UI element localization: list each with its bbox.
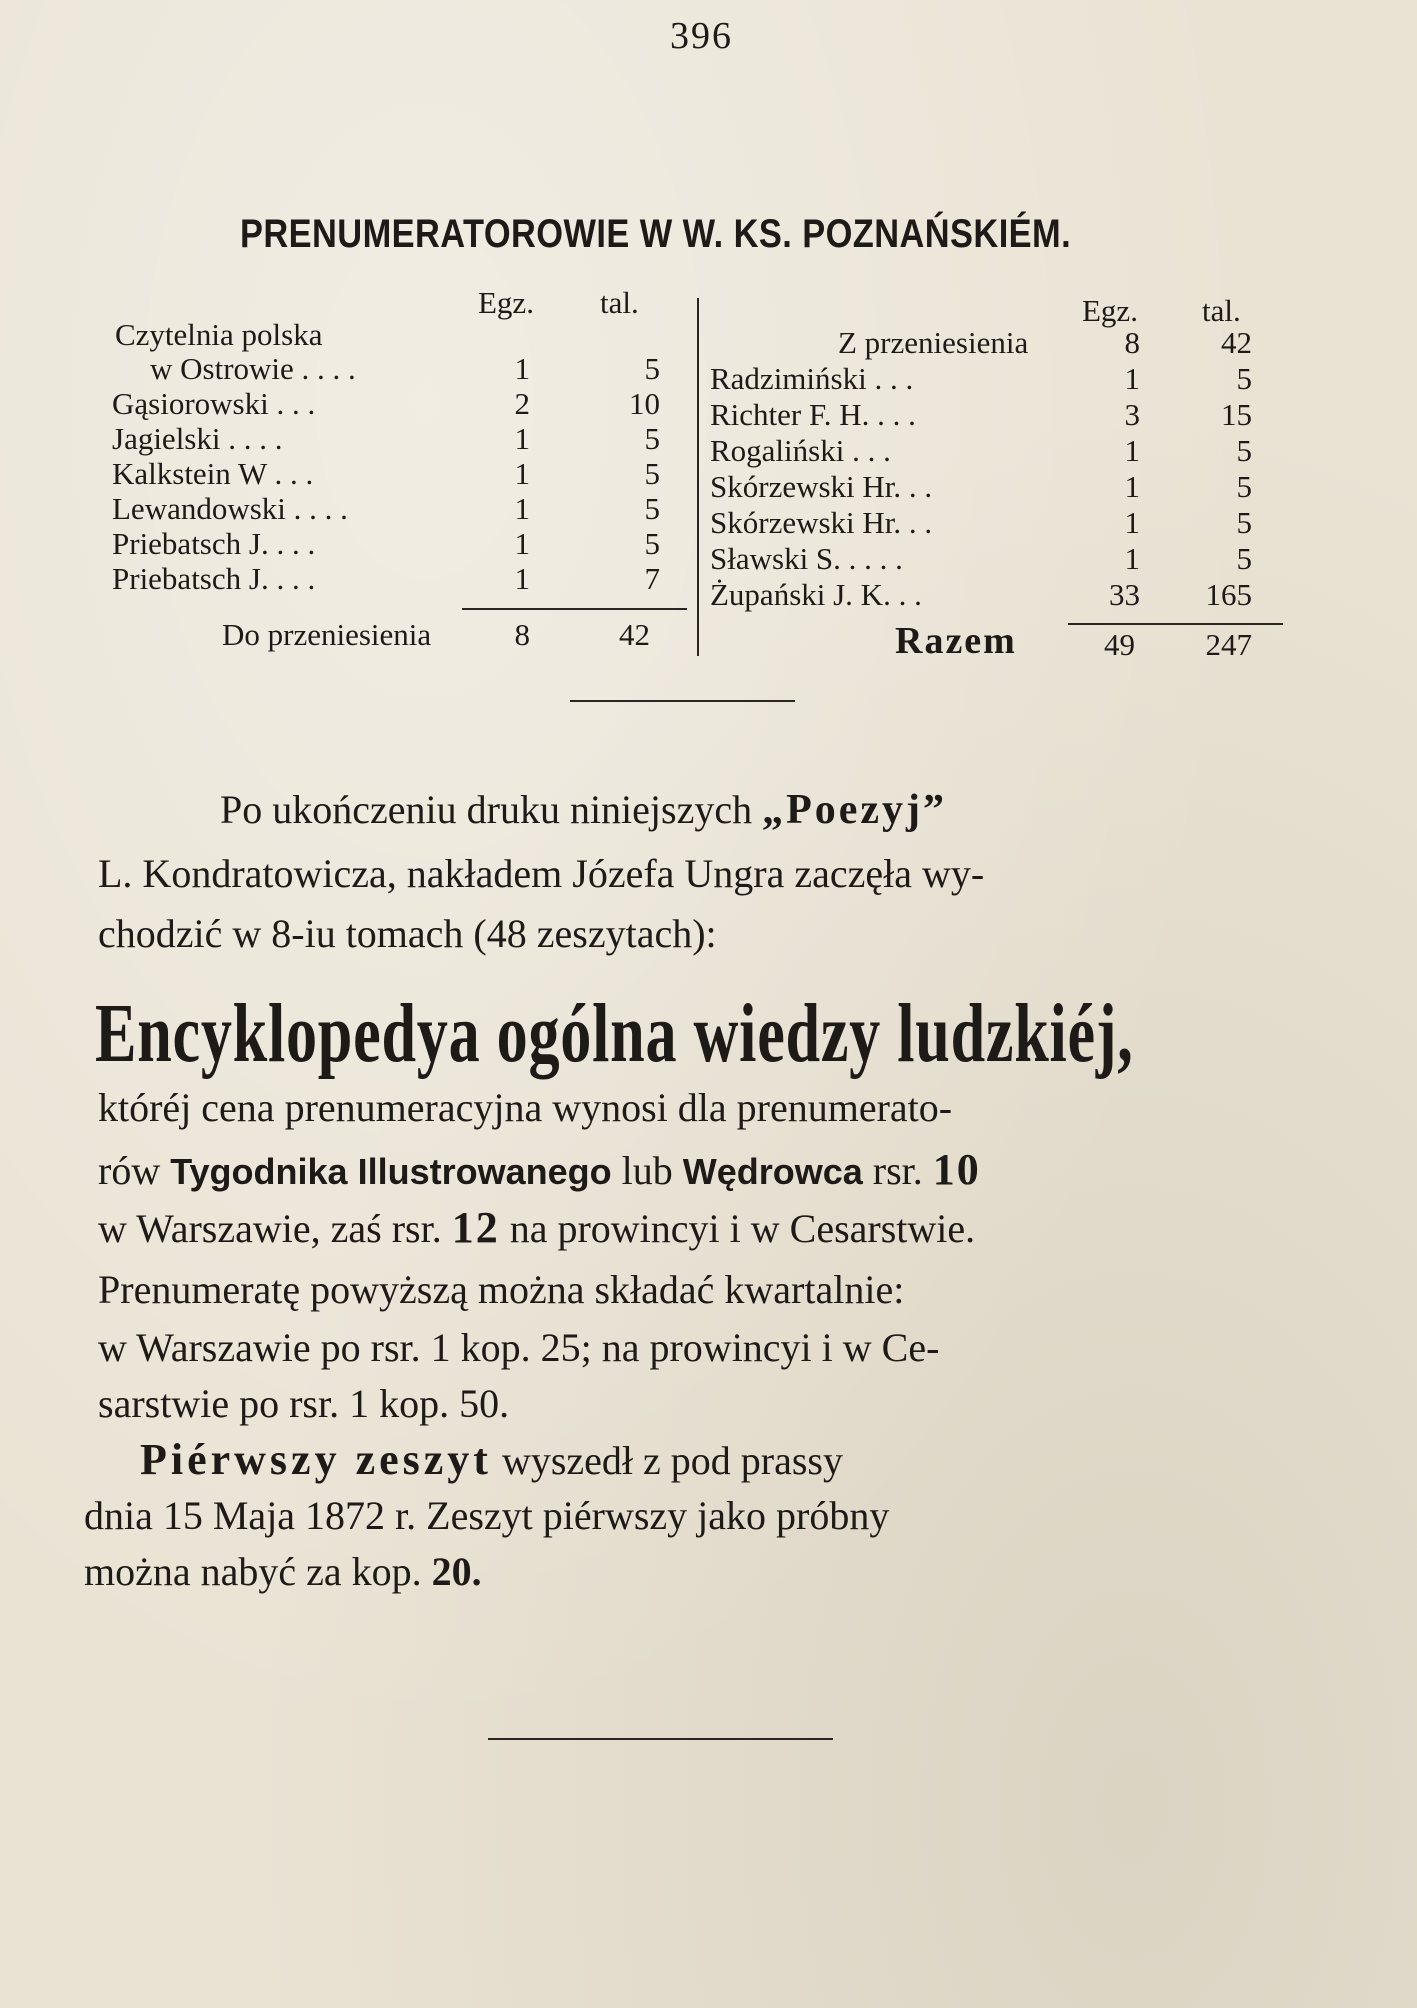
talers-amount: 5	[644, 491, 660, 526]
copies-count: 1	[514, 351, 530, 386]
talers-amount: 5	[644, 421, 660, 456]
notice-line: dnia 15 Maja 1872 r. Zeszyt piérwszy jako próbny	[84, 1493, 890, 1538]
copies-count: 33	[1109, 577, 1140, 612]
periodical-name: Wędrowca	[682, 1151, 863, 1192]
left-col-egz-header: Egz.	[478, 285, 534, 320]
notice-line: L. Kondratowicza, nakładem Józefa Ungra zaczęła wy-	[98, 851, 985, 896]
subscriber-name: Richter F. H. . . .	[710, 397, 916, 432]
text-fragment: na prowincyi i w Cesarstwie.	[499, 1206, 976, 1251]
notice-line	[140, 1432, 843, 1489]
subscriber-name: Sławski S. . . . .	[710, 541, 903, 576]
copies-count: 1	[514, 456, 530, 491]
section-divider-rule	[570, 700, 795, 702]
subscriber-name: Priebatsch J. . . .	[112, 561, 316, 596]
carried-label: Z przeniesienia	[838, 325, 1029, 360]
notice-line	[98, 1200, 975, 1257]
closing-rule	[488, 1738, 833, 1740]
talers-amount: 165	[1205, 577, 1252, 612]
text-fragment: lub	[611, 1148, 683, 1193]
sample-price: 20.	[431, 1549, 482, 1594]
talers-amount: 5	[644, 456, 660, 491]
periodical-name: Tygodnika Illustrowanego	[170, 1151, 612, 1192]
talers-amount: 5	[644, 351, 660, 386]
carry-talers: 42	[619, 617, 650, 652]
section-heading: PRENUMERATOROWIE W W. KS. POZNAŃSKIÉM.	[240, 212, 1072, 256]
copies-count: 1	[514, 421, 530, 456]
carry-label: Do przeniesienia	[222, 617, 432, 652]
text-fragment: wyszedł z pod prassy	[491, 1438, 843, 1483]
notice-line: sarstwie po rsr. 1 kop. 50.	[98, 1381, 510, 1426]
carry-copies: 8	[514, 617, 530, 652]
talers-amount: 5	[1236, 469, 1252, 504]
total-talers: 247	[1205, 627, 1252, 662]
talers-amount: 5	[1236, 505, 1252, 540]
column-divider	[697, 298, 699, 656]
copies-count: 1	[1124, 361, 1140, 396]
talers-amount: 7	[644, 561, 660, 596]
total-label: Razem	[895, 620, 1017, 662]
carried-talers: 42	[1221, 325, 1252, 360]
price-province: 12	[451, 1203, 500, 1252]
copies-count: 1	[1124, 433, 1140, 468]
subscriber-name: Skórzewski Hr. . .	[710, 469, 933, 504]
right-col-tal-header: tal.	[1202, 293, 1241, 328]
copies-count: 1	[1124, 469, 1140, 504]
talers-amount: 5	[644, 526, 660, 561]
right-col-egz-header: Egz.	[1082, 293, 1138, 328]
notice-line: chodzić w 8-iu tomach (48 zeszytach):	[98, 911, 717, 956]
carried-copies: 8	[1124, 325, 1140, 360]
subscriber-name: Radzimiński . . .	[710, 361, 914, 396]
text-fragment: rsr.	[862, 1148, 933, 1193]
subscriber-name: Rogaliński . . .	[710, 433, 891, 468]
copies-count: 2	[514, 386, 530, 421]
subscriber-name: Kalkstein W . . .	[112, 456, 314, 491]
first-issue-label: Piérwszy zeszyt	[140, 1435, 492, 1484]
talers-amount: 5	[1236, 361, 1252, 396]
text-fragment: w Warszawie, zaś rsr.	[98, 1206, 452, 1251]
subscriber-name: Żupański J. K. . .	[710, 577, 922, 612]
page-number: 396	[670, 15, 733, 57]
notice-line: Prenumeratę powyższą można składać kwartalnie:	[98, 1267, 905, 1312]
subscriber-name: Gąsiorowski . . .	[112, 386, 316, 421]
copies-count: 1	[514, 526, 530, 561]
talers-amount: 10	[629, 386, 660, 421]
notice-line	[84, 1544, 482, 1600]
price-warsaw: 10	[932, 1145, 981, 1194]
subscriber-name: Lewandowski . . . .	[112, 491, 348, 526]
talers-amount: 5	[1236, 541, 1252, 576]
subscriber-name: Priebatsch J. . . .	[112, 526, 316, 561]
copies-count: 1	[514, 491, 530, 526]
total-copies: 49	[1104, 627, 1135, 662]
copies-count: 1	[1124, 541, 1140, 576]
poetry-title: „Poezyj”	[762, 787, 948, 833]
text-fragment: można nabyć za kop.	[84, 1549, 432, 1594]
notice-line	[220, 782, 947, 838]
left-group-label: Czytelnia polska	[115, 317, 323, 352]
talers-amount: 5	[1236, 433, 1252, 468]
copies-count: 1	[514, 561, 530, 596]
right-total-rule	[1068, 623, 1283, 625]
copies-count: 3	[1124, 397, 1140, 432]
subscriber-name: Jagielski . . . .	[112, 421, 283, 456]
notice-intro: Po ukończeniu druku niniejszych	[220, 787, 763, 832]
left-subtotal-rule	[462, 608, 687, 610]
notice-line: w Warszawie po rsr. 1 kop. 25; na prowincyi i w Ce-	[98, 1325, 940, 1370]
talers-amount: 15	[1221, 397, 1252, 432]
subscriber-name: Skórzewski Hr. . .	[710, 505, 933, 540]
notice-line: któréj cena prenumeracyjna wynosi dla prenumerato-	[98, 1085, 953, 1130]
text-fragment: rów	[98, 1148, 171, 1193]
encyclopedia-title: Encyklopedya ogólna wiedzy ludzkiéj,	[95, 987, 1134, 1080]
left-col-tal-header: tal.	[600, 285, 639, 320]
notice-line	[98, 1142, 981, 1200]
copies-count: 1	[1124, 505, 1140, 540]
subscriber-name: w Ostrowie . . . .	[150, 351, 356, 386]
